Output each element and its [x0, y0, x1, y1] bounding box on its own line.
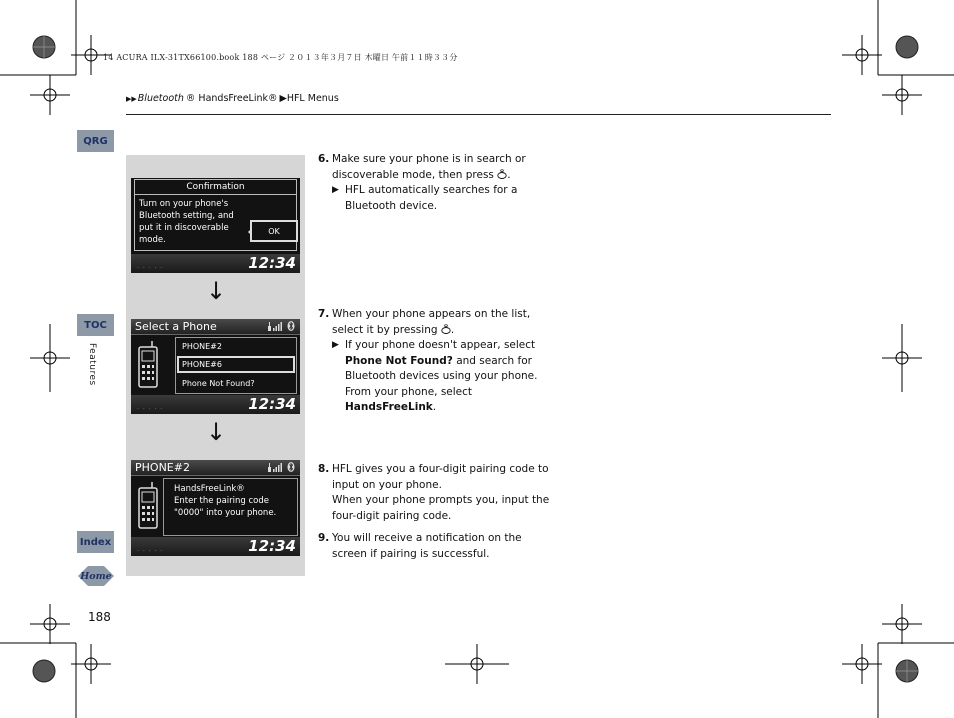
- pairing-code: "0000" into your phone.: [174, 508, 277, 518]
- step-8: [318, 462, 558, 524]
- down-arrow-icon: ↓: [206, 418, 227, 446]
- step-text: Make sure your phone is in search or discoverable mode, then press: [332, 153, 526, 181]
- talk-button-icon: [441, 324, 451, 334]
- result-text: HFL automatically searches for a Bluetooth device.: [345, 184, 518, 212]
- section-label: Features: [87, 343, 97, 386]
- pairing-screen: [131, 460, 300, 556]
- signal-status: [267, 461, 297, 475]
- phone-list: [175, 337, 297, 394]
- step-instruction: HFL gives you a four-digit pairing code to input on your phone.: [332, 463, 549, 491]
- phone-list-item[interactable]: PHONE#2: [182, 342, 222, 351]
- pairing-app-name: HandsFreeLink®: [174, 484, 245, 494]
- clock: 12:34: [248, 537, 296, 555]
- select-phone-screen: [131, 319, 300, 414]
- screen-title: Select a Phone: [135, 320, 217, 333]
- phone-icon: [137, 482, 159, 530]
- step-text-end: .: [507, 168, 511, 181]
- home-button[interactable]: [76, 564, 116, 588]
- screen-header: [131, 319, 300, 335]
- step-6: [318, 152, 558, 214]
- print-file-header: 14 ACURA ILX-31TX66100.book 188 ページ ２０１３年３月７日 木曜日 午前１１時３３分: [103, 53, 458, 62]
- step-result: [332, 183, 558, 214]
- signal-bluetooth-icon: [267, 320, 297, 332]
- step-result: [332, 338, 558, 416]
- home-label: Home: [80, 570, 112, 582]
- dialog-title: Confirmation: [135, 180, 296, 195]
- step-number: 6.: [318, 153, 330, 165]
- strip-dots: · · · · ·: [137, 548, 164, 555]
- page-number: 188: [88, 610, 111, 624]
- strip-dots: · · · · ·: [137, 406, 164, 413]
- step-number: 8.: [318, 463, 330, 475]
- step-number: 7.: [318, 308, 330, 320]
- phone-not-found-term: Phone Not Found?: [345, 354, 453, 367]
- result-text-end: .: [432, 401, 437, 413]
- phone-icon: [137, 341, 159, 389]
- clock: 12:34: [248, 395, 296, 413]
- pairing-message-box: [163, 478, 298, 536]
- breadcrumb-item-bluetooth[interactable]: Bluetooth: [137, 93, 184, 104]
- step-instruction: You will receive a notification on the screen if pairing is successful.: [332, 532, 522, 560]
- step-text: When your phone appears on the list, select it by pressing: [332, 308, 531, 336]
- index-tab[interactable]: Index: [77, 531, 114, 553]
- result-text-continued: and search for Bluetooth devices using your phone. From your phone, select: [345, 354, 538, 398]
- result-arrow-icon: ▶: [332, 340, 339, 350]
- step-instruction: [332, 307, 558, 338]
- breadcrumb-arrows: ▶▶: [126, 94, 137, 103]
- screen-title: PHONE#2: [135, 461, 190, 474]
- signal-status: [267, 320, 297, 334]
- down-arrow-icon: ↓: [206, 277, 227, 305]
- screen-header: [131, 460, 300, 476]
- breadcrumb-item-handsfreelink[interactable]: ® HandsFreeLink®: [185, 93, 278, 104]
- step-instruction: [332, 152, 558, 183]
- step-text-end: .: [450, 323, 455, 336]
- breadcrumb: [126, 93, 341, 104]
- breadcrumb-item-hfl-menus[interactable]: ▶HFL Menus: [279, 93, 339, 104]
- step-7: [318, 307, 558, 416]
- confirmation-screen: [131, 178, 300, 273]
- handsfreelink-term: HandsFreeLink: [345, 401, 433, 413]
- clock: 12:34: [248, 254, 296, 272]
- result-arrow-icon: ▶: [332, 185, 339, 195]
- step-number: 9.: [318, 532, 330, 544]
- ok-button[interactable]: OK: [250, 220, 298, 242]
- phone-not-found-item[interactable]: Phone Not Found?: [182, 379, 255, 388]
- step-instruction-continued: When your phone prompts you, input the four-digit pairing code.: [332, 494, 550, 522]
- result-text: If your phone doesn't appear, select: [345, 339, 536, 351]
- talk-button-icon: [497, 169, 507, 179]
- strip-dots: · · · · ·: [137, 265, 164, 272]
- header-divider: [126, 114, 831, 115]
- signal-bluetooth-icon: [267, 461, 297, 473]
- toc-tab[interactable]: TOC: [77, 314, 114, 336]
- qrg-tab[interactable]: QRG: [77, 130, 114, 152]
- confirmation-dialog: [134, 179, 297, 251]
- phone-list-item-selected[interactable]: PHONE#6: [177, 356, 295, 373]
- pairing-message: [174, 483, 276, 519]
- dialog-message: Turn on your phone's Bluetooth setting, and put it in discoverable mode.: [139, 199, 234, 245]
- step-9: [318, 531, 558, 562]
- pairing-instruction: Enter the pairing code: [174, 496, 269, 506]
